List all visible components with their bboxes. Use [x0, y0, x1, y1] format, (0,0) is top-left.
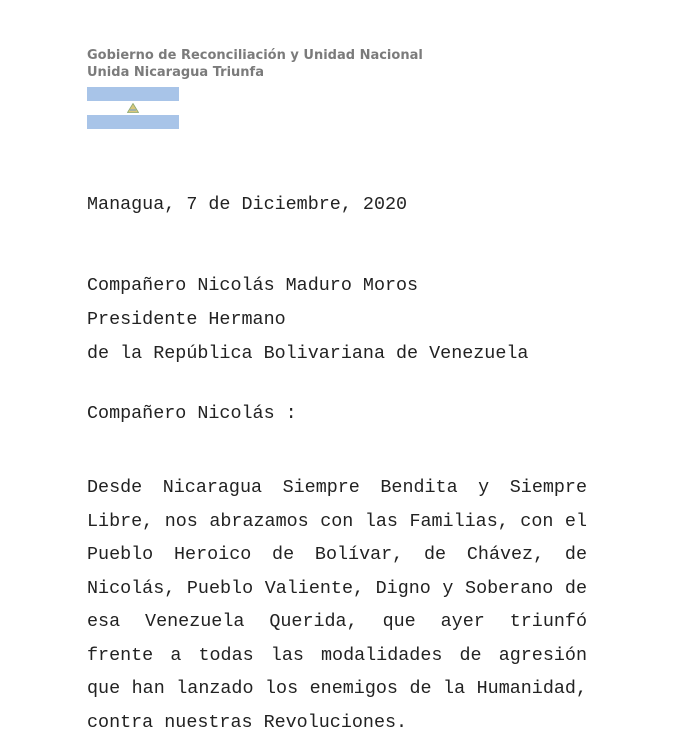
recipient-block — [87, 269, 587, 371]
nicaragua-flag-icon — [87, 87, 179, 129]
letter-body-paragraph: Desde Nicaragua Siempre Bendita y Siempre Libre, nos abrazamos con las Familias, con el Pueblo Heroico de Bolívar, de Chávez, de Nicolás, Pueblo Valiente, Digno y Soberano de esa Venezuela Querida, que ayer triunfó frente a todas las modalidades de agresión que han lanzado los enemigos de la Humanidad, contra nuestras Revoluciones. — [87, 477, 587, 733]
flag-top-band — [87, 87, 179, 101]
recipient-country: de la República Bolivariana de Venezuela — [87, 343, 529, 364]
flag-emblem-icon — [127, 103, 139, 113]
letterhead — [87, 47, 423, 81]
flag-bottom-band — [87, 115, 179, 129]
letterhead-slogan: Unida Nicaragua Triunfa — [87, 65, 264, 80]
letterhead-government-name: Gobierno de Reconciliación y Unidad Nacional — [87, 48, 423, 63]
recipient-name: Compañero Nicolás Maduro Moros — [87, 275, 419, 296]
letter-greeting: Compañero Nicolás : — [87, 403, 297, 424]
recipient-title: Presidente Hermano — [87, 309, 286, 330]
letter-date: Managua, 7 de Diciembre, 2020 — [87, 194, 408, 215]
flag-middle-band — [87, 101, 179, 115]
